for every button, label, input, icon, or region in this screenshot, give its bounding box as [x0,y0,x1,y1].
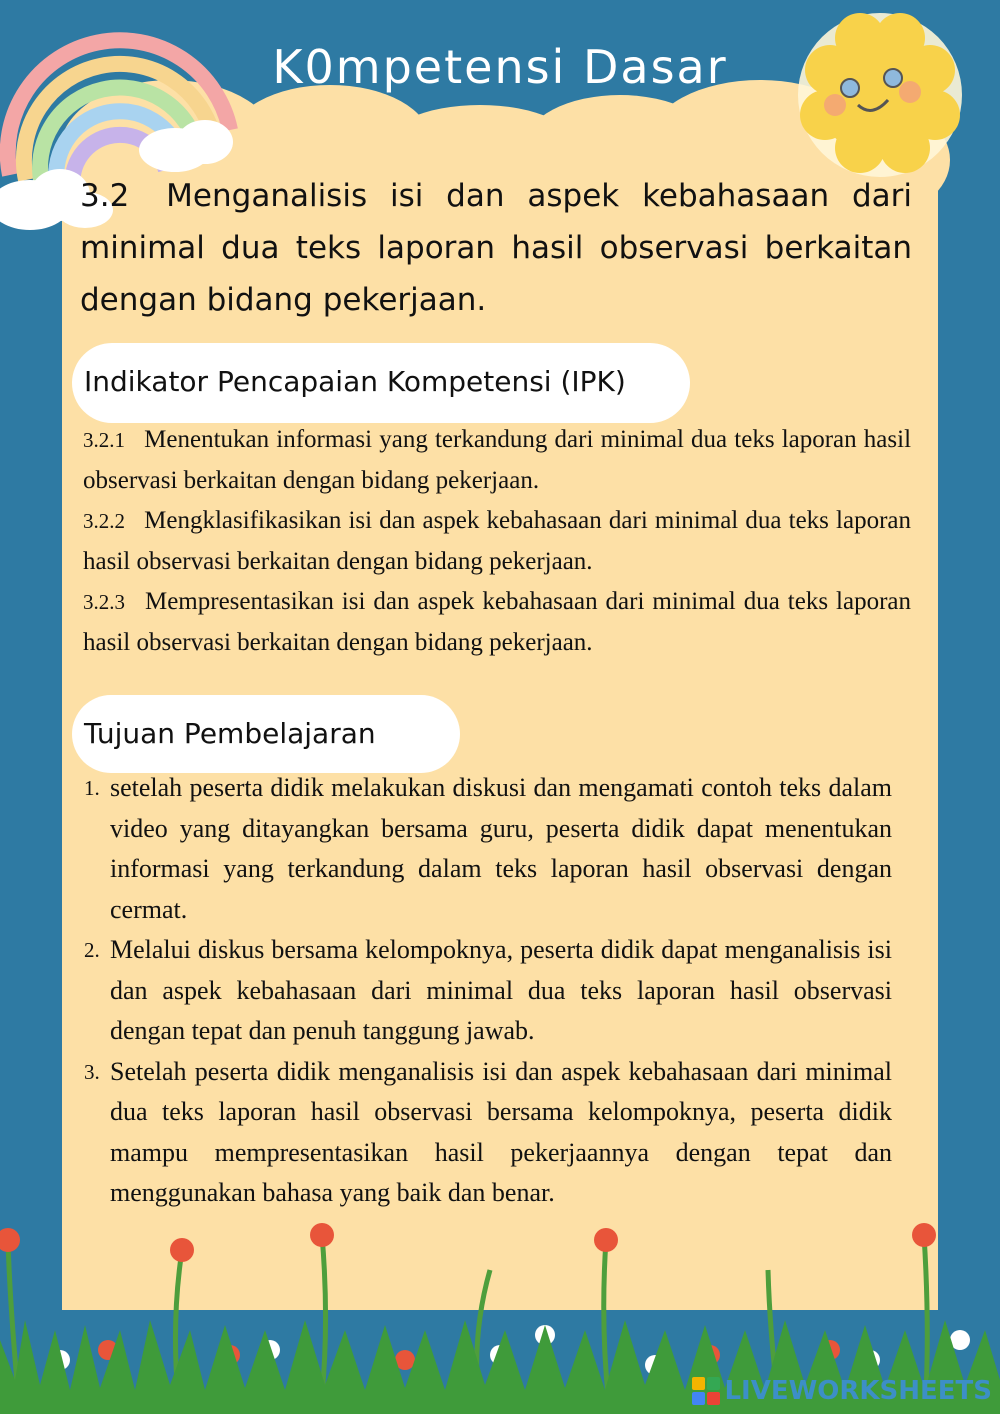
tujuan-item-text: setelah peserta didik melakukan diskusi dan mengamati contoh teks dalam video yang ditayangkan bersama guru, peserta didik dapat menentukan informasi yang terkandung dalam teks laporan hasil observasi dengan cermat. [110,773,892,924]
liveworksheets-logo-icon [692,1377,720,1405]
ipk-list [83,420,911,663]
ipk-item-text: Menentukan informasi yang terkandung dari minimal dua teks laporan hasil observasi berkaitan dengan bidang pekerjaan. [83,426,912,494]
kd-text: Menganalisis isi dan aspek kebahasaan dari minimal dua teks laporan hasil observasi berkaitan dengan bidang pekerjaan. [80,178,912,318]
kompetensi-dasar-statement [80,170,912,326]
brand-label: LIVEWORKSHEETS [724,1376,992,1406]
tujuan-item-number: 2. [84,938,100,962]
liveworksheets-brand[interactable] [692,1376,992,1406]
tujuan-item-text: Setelah peserta didik menganalisis isi dan aspek kebahasaan dari minimal dua teks laporan hasil observasi bersama kelompoknya, peserta didik mampu mempresentasikan hasil pekerjaannya dengan tepat dan menggunakan bahasa yang baik dan benar. [110,1056,892,1207]
ipk-item-text: Mempresentasikan isi dan aspek kebahasaan dari minimal dua teks laporan hasil observasi berkaitan dengan bidang pekerjaan. [83,588,912,656]
ipk-heading: Indikator Pencapaian Kompetensi (IPK) [72,343,690,423]
tujuan-item-number: 3. [84,1059,100,1084]
ipk-item [83,501,911,582]
ipk-item [83,582,911,663]
tujuan-item-number: 1. [84,776,100,800]
tujuan-heading: Tujuan Pembelajaran [72,695,460,773]
ipk-item-number: 3.2.1 [83,428,125,452]
ipk-item-number: 3.2.2 [83,509,125,533]
sun-icon [798,13,962,177]
kd-number: 3.2 [80,178,130,214]
ipk-item-text: Mengklasifikasikan isi dan aspek kebahasaan dari minimal dua teks laporan hasil observasi berkaitan dengan bidang pekerjaan. [83,507,912,575]
page-title: K0mpetensi Dasar [272,40,728,94]
ipk-item-number: 3.2.3 [83,590,125,614]
tujuan-item [84,930,892,1052]
tujuan-item-text: Melalui diskus bersama kelompoknya, peserta didik dapat menganalisis isi dan aspek kebahasaan dari minimal dua teks laporan hasil observasi dengan tepat dan penuh tanggung jawab. [110,935,892,1045]
tujuan-item [84,768,892,930]
tujuan-list [84,768,892,1214]
ipk-item [83,420,911,501]
